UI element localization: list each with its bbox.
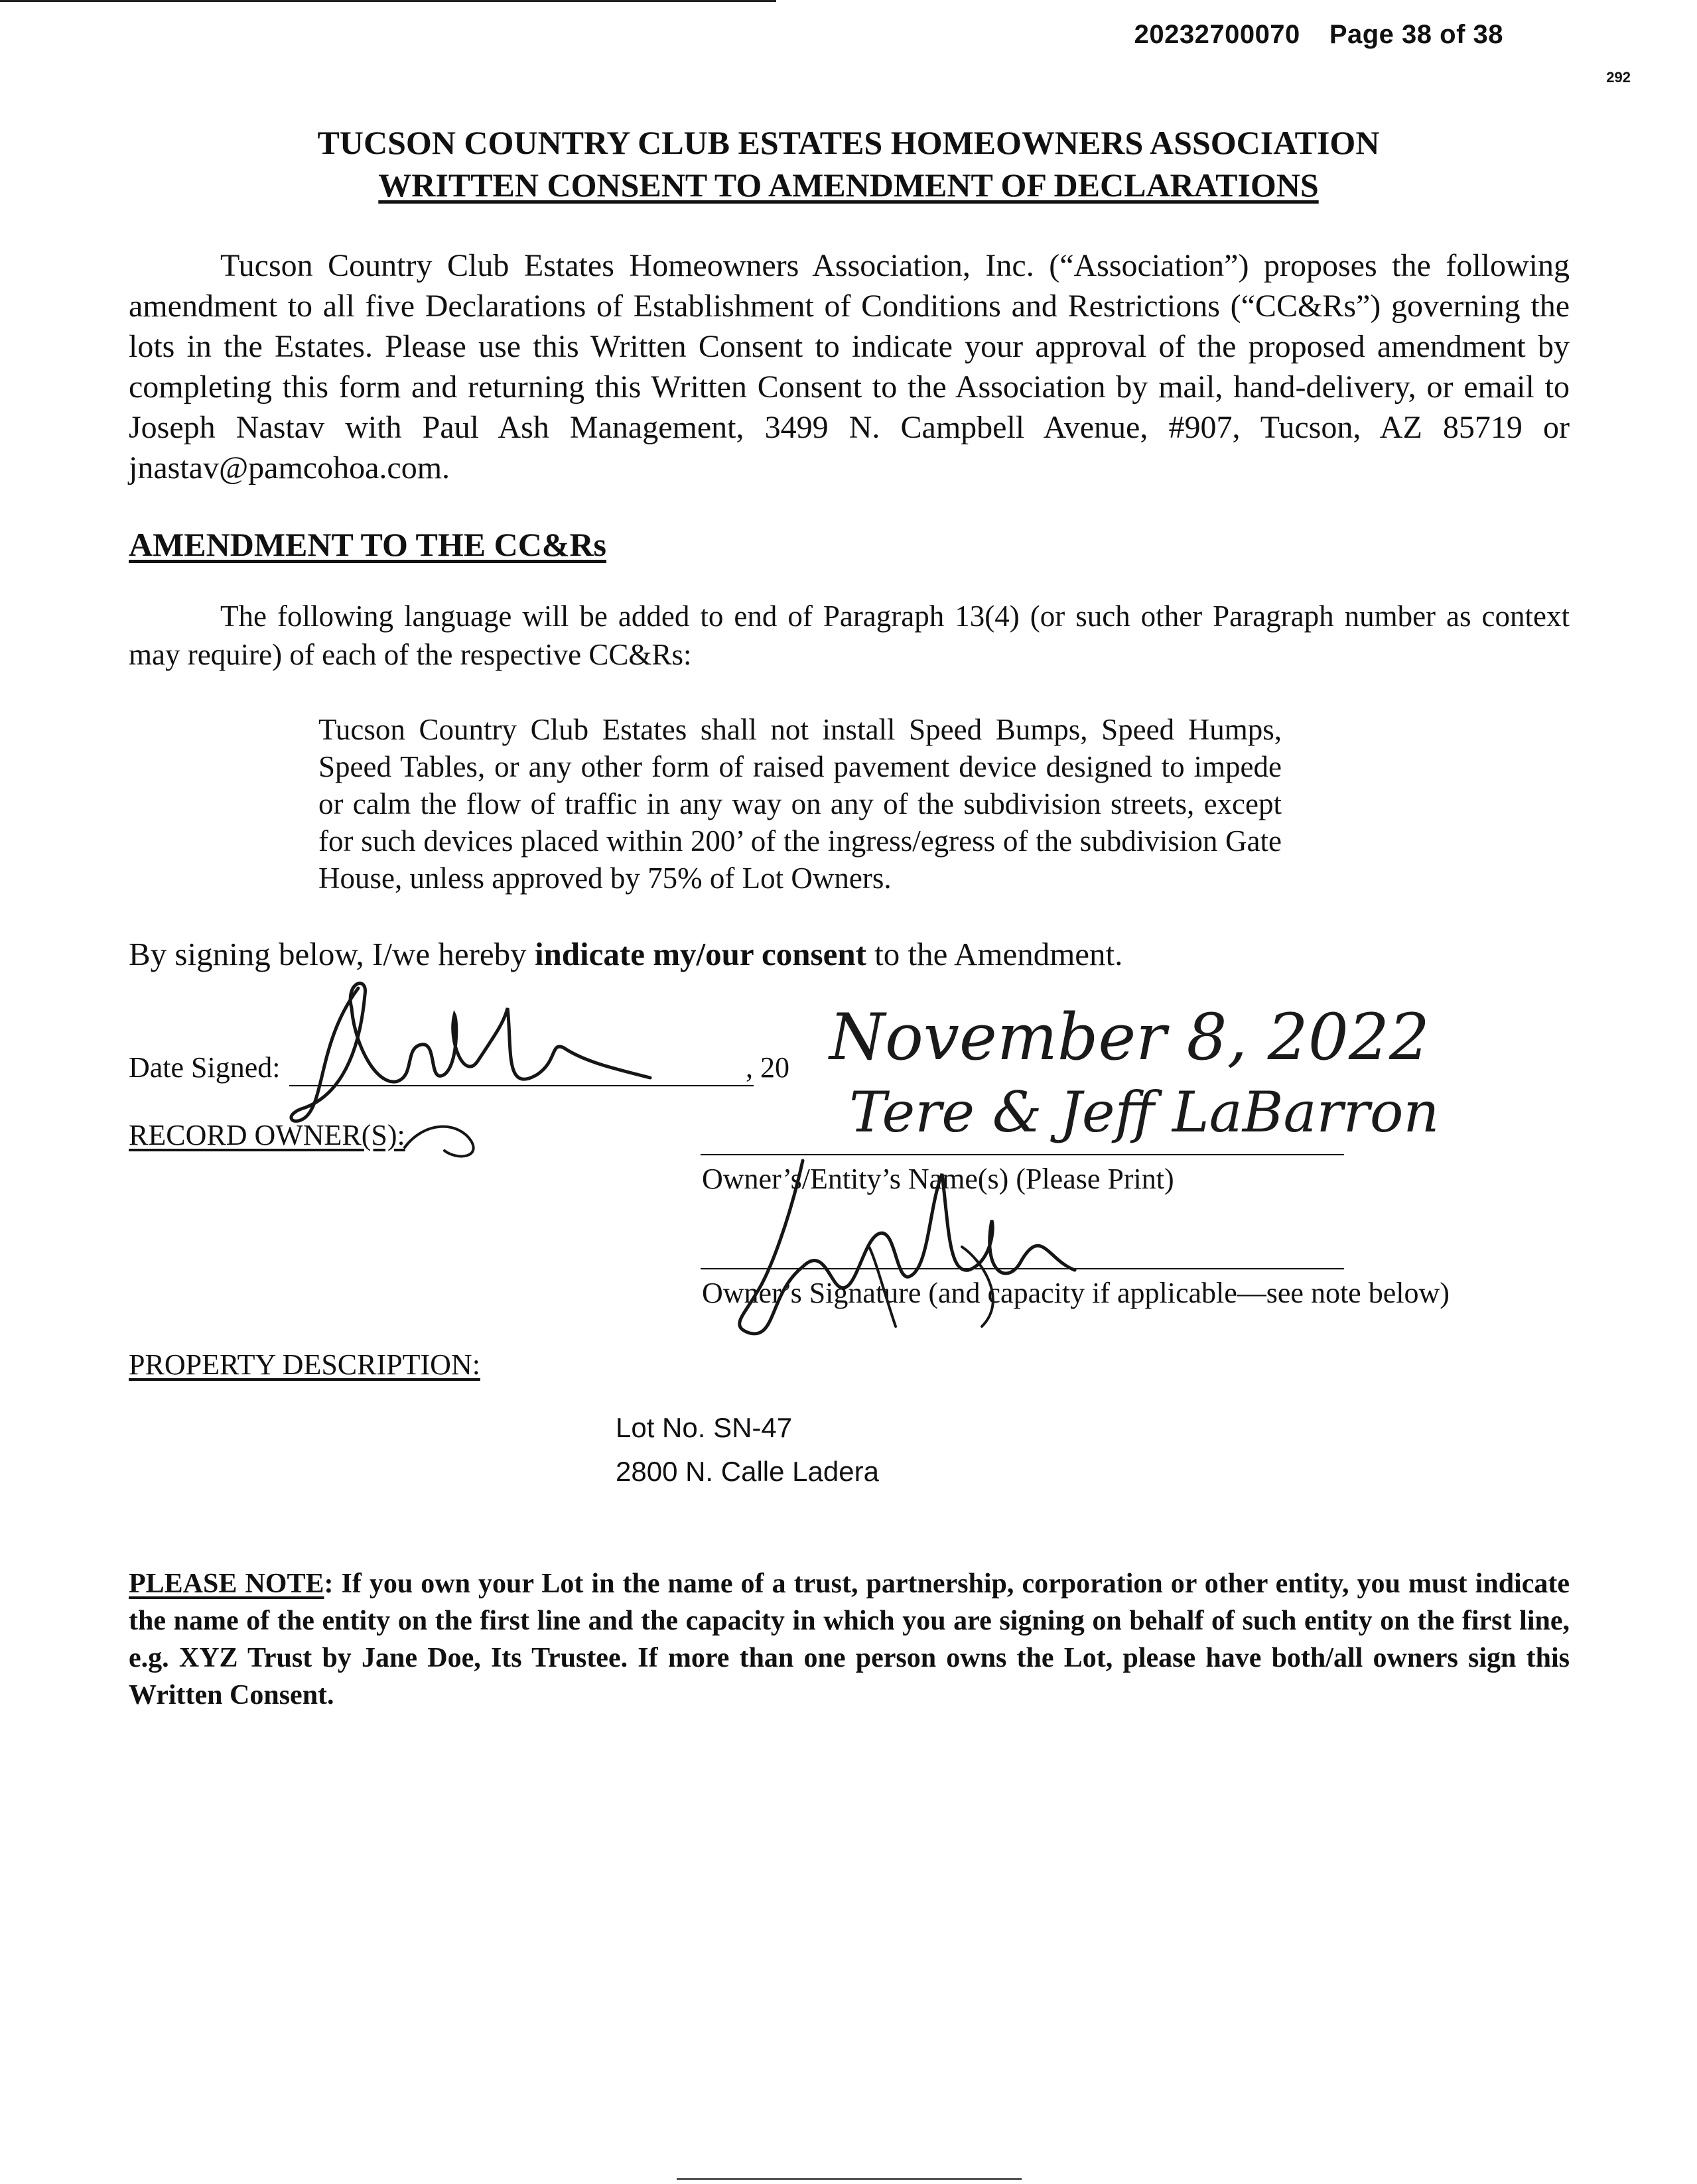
property-description (616, 1406, 879, 1494)
consent-bold: indicate my/our consent (534, 936, 866, 972)
date-signed-label: Date Signed: (129, 1051, 281, 1084)
lot-number: Lot No. SN-47 (616, 1412, 793, 1443)
owner-signature-caption: Owner’s Signature (and capacity if applicable—see note below) (702, 1277, 1450, 1309)
please-note-label: PLEASE NOTE (129, 1569, 324, 1599)
form-title: WRITTEN CONSENT TO AMENDMENT OF DECLARATIONS (378, 166, 1319, 204)
owner-signature-scribble (730, 1127, 1207, 1346)
record-owner-label: RECORD OWNER(S): (129, 1119, 405, 1151)
amendment-heading: AMENDMENT TO THE CC&Rs (129, 526, 607, 563)
consent-suffix: to the Amendment. (866, 936, 1123, 972)
owner-name-caption: Owner’s/Entity’s Name(s) (Please Print) (702, 1163, 1174, 1195)
stamp-number: 292 (1606, 69, 1631, 86)
association-title: TUCSON COUNTRY CLUB ESTATES HOMEOWNERS ASSOCIATION (317, 124, 1380, 161)
please-note (129, 1565, 1570, 1714)
property-description-label: PROPERTY DESCRIPTION: (129, 1348, 480, 1381)
page-header (1134, 20, 1503, 50)
consent-statement (129, 935, 1122, 973)
handwritten-owner-names: Tere & Jeff LaBarron (849, 1080, 1440, 1145)
amendment-quoted-text: Tucson Country Club Estates shall not install Speed Bumps, Speed Humps, Speed Tables, or any other form of raised pavement device designed to impede or calm the flow of traffic in any way on any of the subdivision streets, except for such devices placed within 200’ of the ingress/egress of the subdivision Gate House, unless approved by 75% of Lot Owners. (318, 713, 1282, 895)
year-prefix: , 20 (746, 1051, 789, 1084)
handwritten-date: November 8, 2022 (829, 1000, 1430, 1074)
consent-prefix: By signing below, I/we hereby (129, 936, 535, 972)
scan-edge-bottom (677, 2178, 1022, 2180)
intro-paragraph: Tucson Country Club Estates Homeowners Association, Inc. (“Association”) proposes the following amendment to all five Declarations of Establishment of Conditions and Restrictions (“CC&Rs”) governing the lots in the Estates. Please use this Written Consent to indicate your approval of the proposed amendment by completing this form and returning this Written Consent to the Association by mail, hand-delivery, or email to Joseph Nastav with Paul Ash Management, 3499 N. Campbell Avenue, #907, Tucson, AZ 85719 or jnastav@pamcohoa.com. (129, 248, 1570, 485)
document-number: 20232700070 (1134, 20, 1300, 49)
record-owner-overmark (398, 1094, 504, 1167)
amendment-lead-in: The following language will be added to end of Paragraph 13(4) (or such other Paragraph number as context may require) of each of the respective CC&Rs: (129, 600, 1570, 671)
please-note-text: : If you own your Lot in the name of a trust, partnership, corporation or other entity, you must indicate the name of the entity on the first line and the capacity in which you are signing on behalf of such entity on the first line, e.g. XYZ Trust by Jane Doe, Its Trustee. If more than one person owns the Lot, please have both/all owners sign this Written Consent. (129, 1569, 1570, 1710)
page-number: Page 38 of 38 (1329, 20, 1503, 49)
scan-edge-top (0, 0, 776, 2)
property-address: 2800 N. Calle Ladera (616, 1456, 879, 1487)
